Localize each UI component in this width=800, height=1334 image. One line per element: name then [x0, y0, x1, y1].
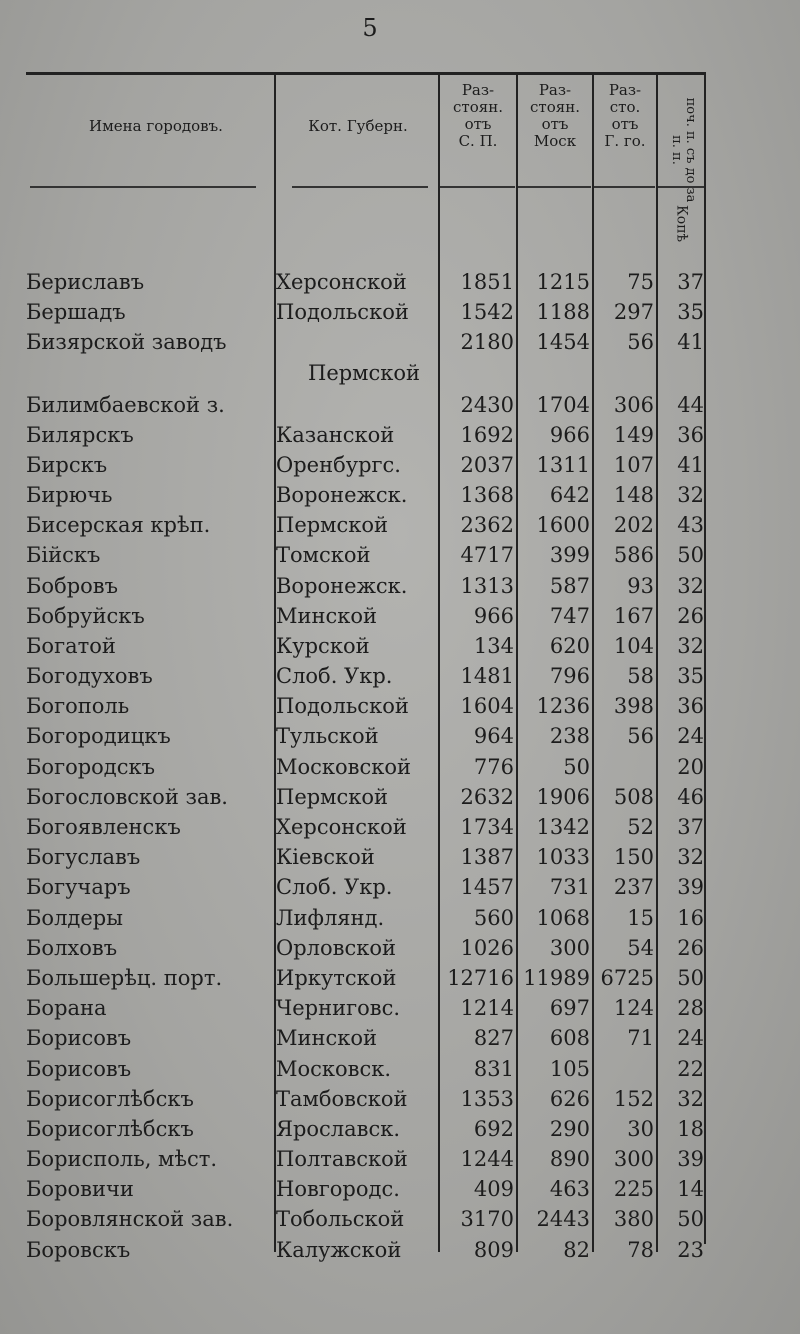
distance-gov-town-cell: 93	[627, 573, 654, 598]
table-row	[26, 661, 716, 691]
header-rule	[594, 186, 655, 188]
postage-kopecks-cell: 32	[677, 1086, 704, 1111]
table-row	[26, 1144, 716, 1174]
table-row	[26, 297, 716, 327]
city-name-cell: Билярскъ	[26, 422, 134, 447]
distance-moscow-cell: 1188	[536, 300, 590, 325]
table-row	[26, 812, 716, 842]
postage-kopecks-cell: 44	[677, 392, 704, 417]
distance-spb-cell: 827	[473, 1026, 514, 1051]
table-row	[26, 963, 716, 993]
distance-gov-town-cell: 58	[627, 664, 654, 689]
distance-spb-cell: 4717	[460, 543, 514, 568]
table-row	[26, 267, 716, 297]
distance-gov-town-cell: 56	[627, 724, 654, 749]
city-name-cell: Богородскъ	[26, 754, 155, 779]
gubernia-cell: Подольской	[276, 300, 409, 325]
table-row	[26, 1174, 716, 1204]
distance-spb-cell: 1851	[460, 270, 514, 294]
distance-spb-cell: 2430	[460, 392, 514, 417]
distance-moscow-cell: 620	[549, 633, 590, 658]
gubernia-cell: Орловской	[276, 935, 396, 960]
table-row	[26, 933, 716, 963]
gubernia-cell: Казанской	[276, 422, 395, 447]
gubernia-cell: Слоб. Укр.	[276, 875, 393, 900]
distance-moscow-cell: 1033	[536, 845, 590, 870]
distance-gov-town-cell: 75	[627, 270, 654, 294]
city-name-cell: Богополь	[26, 694, 130, 719]
distance-moscow-cell: 1236	[536, 694, 590, 719]
distance-gov-town-cell: 15	[627, 905, 654, 930]
table-row	[26, 1114, 716, 1144]
gubernia-cell: Тамбовской	[276, 1086, 408, 1111]
distance-moscow-cell: 747	[549, 603, 590, 628]
table-row	[26, 1023, 716, 1053]
postage-kopecks-cell: 50	[677, 543, 704, 568]
postage-kopecks-cell: 24	[677, 1026, 704, 1051]
distance-spb-cell: 1542	[460, 300, 514, 325]
table-row	[26, 1204, 716, 1234]
distance-gov-town-cell: 150	[613, 845, 654, 870]
distance-spb-cell: 1604	[460, 694, 514, 719]
table-row	[26, 691, 716, 721]
city-name-cell: Богословской зав.	[26, 784, 228, 809]
city-name-cell: Борисполь, мѣст.	[26, 1147, 218, 1172]
page-number: 5	[362, 14, 378, 42]
city-name-cell: Болховъ	[26, 935, 118, 960]
table-row	[26, 571, 716, 601]
city-name-cell: Билимбаевской з.	[26, 392, 225, 417]
distance-gov-town-cell: 30	[627, 1116, 654, 1141]
city-name-cell: Богородицкъ	[26, 724, 171, 749]
distance-spb-cell: 809	[473, 1237, 514, 1262]
distance-gov-town-cell: 6725	[600, 965, 654, 990]
distance-moscow-cell: 608	[549, 1026, 590, 1051]
table-row	[26, 327, 716, 357]
postage-kopecks-cell: 32	[677, 845, 704, 870]
gubernia-cell: Тобольской	[276, 1207, 405, 1232]
table-row	[26, 631, 716, 661]
distance-moscow-cell: 890	[549, 1147, 590, 1172]
distance-moscow-cell: 697	[549, 996, 590, 1021]
city-name-cell: Боровлянской зав.	[26, 1207, 234, 1232]
distance-spb-cell: 1214	[460, 996, 514, 1021]
distance-moscow-cell: 1215	[536, 270, 590, 294]
table-row	[26, 752, 716, 782]
table-row	[26, 510, 716, 540]
postage-kopecks-cell: 37	[677, 270, 704, 294]
distance-gov-town-cell: 149	[613, 422, 654, 447]
table-row	[26, 1054, 716, 1084]
city-name-cell: Богатой	[26, 633, 116, 658]
distance-moscow-cell: 300	[549, 935, 590, 960]
city-name-cell: Большерѣц. порт.	[26, 965, 223, 990]
postage-kopecks-cell: 18	[677, 1116, 704, 1141]
gubernia-cell: Курской	[276, 633, 370, 658]
gubernia-cell: Пермской	[308, 360, 421, 385]
postage-kopecks-cell: 32	[677, 633, 704, 658]
city-name-cell: Бериславъ	[26, 270, 145, 294]
distance-moscow-cell: 11989	[523, 965, 590, 990]
table-row	[26, 420, 716, 450]
distance-spb-cell: 1313	[460, 573, 514, 598]
distance-gov-town-cell: 225	[613, 1177, 654, 1202]
header-distance-spb: Раз- стоян. отъ С. П.	[453, 81, 503, 150]
table-row	[26, 450, 716, 480]
distance-moscow-cell: 1704	[536, 392, 590, 417]
gubernia-cell: Подольской	[276, 694, 409, 719]
header-rule	[292, 186, 428, 188]
city-name-cell: Бершадъ	[26, 300, 126, 325]
distance-spb-cell: 1387	[460, 845, 514, 870]
gubernia-cell: Воронежск.	[276, 573, 408, 598]
distance-spb-cell: 692	[473, 1116, 514, 1141]
gubernia-cell: Минской	[276, 1026, 378, 1051]
gubernia-cell: Пермской	[276, 513, 389, 538]
distance-moscow-cell: 1906	[536, 784, 590, 809]
gubernia-cell: Томской	[276, 543, 371, 568]
table-row	[26, 358, 716, 420]
distance-moscow-cell: 82	[563, 1237, 590, 1262]
city-name-cell: Бобруйскъ	[26, 603, 145, 628]
header-rule	[440, 186, 515, 188]
distance-gov-town-cell: 237	[613, 875, 654, 900]
table-row	[26, 601, 716, 631]
distance-gov-town-cell: 508	[613, 784, 654, 809]
table-row	[26, 782, 716, 812]
gubernia-cell: Полтавской	[276, 1147, 408, 1172]
postage-kopecks-cell: 43	[677, 513, 704, 538]
distance-moscow-cell: 642	[549, 482, 590, 507]
distance-moscow-cell: 105	[549, 1056, 590, 1081]
city-name-cell: Боровскъ	[26, 1237, 131, 1262]
distance-moscow-cell: 50	[563, 754, 590, 779]
postage-kopecks-cell: 20	[677, 754, 704, 779]
city-name-cell: Бирскъ	[26, 452, 108, 477]
distance-moscow-cell: 1311	[536, 452, 590, 477]
distance-gov-town-cell: 52	[627, 815, 654, 839]
distance-spb-cell: 560	[473, 905, 514, 930]
postage-kopecks-cell: 46	[677, 784, 704, 809]
postage-kopecks-cell: 26	[677, 935, 704, 960]
distance-moscow-cell: 1342	[536, 815, 590, 839]
gubernia-cell: Ярославск.	[276, 1116, 401, 1141]
gubernia-cell: Пермской	[276, 784, 389, 809]
gubernia-cell: Московской	[276, 754, 412, 779]
gubernia-cell: Новгородс.	[276, 1177, 400, 1202]
postage-kopecks-cell: 35	[677, 664, 704, 689]
gubernia-cell: Херсонской	[276, 815, 407, 839]
postage-kopecks-cell: 26	[677, 603, 704, 628]
header-distance-gov-town: Раз- сто. отъ Г. го.	[604, 81, 646, 150]
table-row	[26, 540, 716, 570]
header-rule	[518, 186, 591, 188]
table-row	[26, 903, 716, 933]
table-row	[26, 842, 716, 872]
gubernia-cell: Херсонской	[276, 270, 407, 294]
distance-moscow-cell: 626	[549, 1086, 590, 1111]
distance-gov-town-cell: 297	[613, 300, 654, 325]
postage-kopecks-cell: 32	[677, 573, 704, 598]
header-gubernia: Кот. Губерн.	[308, 117, 408, 135]
gubernia-cell: Минской	[276, 603, 378, 628]
postage-kopecks-cell: 39	[677, 875, 704, 900]
distance-spb-cell: 1692	[460, 422, 514, 447]
distance-spb-cell: 1026	[460, 935, 514, 960]
distance-gov-town-cell: 124	[613, 996, 654, 1021]
distance-spb-cell: 964	[473, 724, 514, 749]
postage-kopecks-cell: 36	[677, 694, 704, 719]
distance-spb-cell: 1244	[460, 1147, 514, 1172]
distance-gov-town-cell: 148	[613, 482, 654, 507]
postage-kopecks-cell: 36	[677, 422, 704, 447]
city-name-cell: Бизярской заводъ	[26, 330, 227, 355]
city-name-cell: Бирючь	[26, 482, 113, 507]
distance-spb-cell: 1481	[460, 664, 514, 689]
distance-gov-town-cell: 380	[613, 1207, 654, 1232]
postage-kopecks-cell: 16	[677, 905, 704, 930]
gubernia-cell: Кіевской	[276, 845, 375, 870]
distance-moscow-cell: 1068	[536, 905, 590, 930]
distance-gov-town-cell: 56	[627, 330, 654, 355]
city-name-cell: Боровичи	[26, 1177, 134, 1202]
table-row	[26, 480, 716, 510]
gubernia-cell: Черниговс.	[276, 996, 401, 1021]
distance-spb-cell: 2037	[460, 452, 514, 477]
city-name-cell: Бійскъ	[26, 543, 101, 568]
table-top-rule	[26, 72, 706, 75]
postage-kopecks-cell: 39	[677, 1147, 704, 1172]
postage-kopecks-cell: 41	[677, 452, 704, 477]
postage-kopecks-cell: 50	[677, 1207, 704, 1232]
distance-spb-cell: 409	[473, 1177, 514, 1202]
gubernia-cell: Лифлянд.	[276, 905, 385, 930]
distance-spb-cell: 1734	[460, 815, 514, 839]
table-row	[26, 872, 716, 902]
city-name-cell: Болдеры	[26, 905, 123, 930]
postage-kopecks-cell: 37	[677, 815, 704, 839]
distance-gov-town-cell: 167	[613, 603, 654, 628]
distance-spb-cell: 2632	[460, 784, 514, 809]
city-name-cell: Борисовъ	[26, 1026, 132, 1051]
gubernia-cell: Иркутской	[276, 965, 397, 990]
table-row	[26, 993, 716, 1023]
header-postage: поч. п. съ до за п. п.	[669, 97, 698, 203]
distance-moscow-cell: 2443	[536, 1207, 590, 1232]
header-kopecks: Копѣ	[673, 204, 690, 243]
postage-kopecks-cell: 32	[677, 482, 704, 507]
distance-spb-cell: 1457	[460, 875, 514, 900]
postage-kopecks-cell: 24	[677, 724, 704, 749]
distance-gov-town-cell: 54	[627, 935, 654, 960]
city-name-cell: Борана	[26, 996, 107, 1021]
table-row	[26, 1084, 716, 1114]
distance-spb-cell: 12716	[447, 965, 514, 990]
distance-moscow-cell: 796	[549, 664, 590, 689]
distance-spb-cell: 966	[473, 603, 514, 628]
table-row	[26, 1235, 716, 1265]
distance-gov-town-cell: 78	[627, 1237, 654, 1262]
city-name-cell: Борисоглѣбскъ	[26, 1086, 194, 1111]
gubernia-cell: Калужской	[276, 1237, 402, 1262]
distance-gov-town-cell: 71	[627, 1026, 654, 1051]
distance-spb-cell: 2180	[460, 330, 514, 355]
distance-moscow-cell: 1454	[536, 330, 590, 355]
distance-spb-cell: 776	[473, 754, 514, 779]
distance-gov-town-cell: 306	[613, 392, 654, 417]
distance-spb-cell: 1353	[460, 1086, 514, 1111]
distance-gov-town-cell: 152	[613, 1086, 654, 1111]
city-name-cell: Бобровъ	[26, 573, 118, 598]
gubernia-cell: Оренбургс.	[276, 452, 401, 477]
distance-gov-town-cell: 586	[613, 543, 654, 568]
distance-gov-town-cell: 300	[613, 1147, 654, 1172]
distance-spb-cell: 831	[473, 1056, 514, 1081]
distance-spb-cell: 3170	[460, 1207, 514, 1232]
distance-spb-cell: 1368	[460, 482, 514, 507]
distance-moscow-cell: 238	[549, 724, 590, 749]
gubernia-cell: Воронежск.	[276, 482, 408, 507]
gubernia-cell: Слоб. Укр.	[276, 664, 393, 689]
header-distance-moscow: Раз- стоян. отъ Моск	[530, 81, 580, 150]
distance-gov-town-cell: 107	[613, 452, 654, 477]
postage-kopecks-cell: 14	[677, 1177, 704, 1202]
city-name-cell: Бисерская крѣп.	[26, 513, 211, 538]
distance-moscow-cell: 290	[549, 1116, 590, 1141]
postage-kopecks-cell: 41	[677, 330, 704, 355]
city-name-cell: Богодуховъ	[26, 664, 153, 689]
table-row	[26, 721, 716, 751]
distance-moscow-cell: 399	[549, 543, 590, 568]
city-name-cell: Борисовъ	[26, 1056, 132, 1081]
postage-kopecks-cell: 23	[677, 1237, 704, 1262]
postage-kopecks-cell: 50	[677, 965, 704, 990]
header-city-name: Имена городовъ.	[89, 117, 223, 135]
city-name-cell: Богоявленскъ	[26, 815, 181, 839]
header-rule	[30, 186, 256, 188]
gubernia-cell: Московск.	[276, 1056, 392, 1081]
distance-moscow-cell: 587	[549, 573, 590, 598]
distance-gov-town-cell: 202	[613, 513, 654, 538]
gubernia-cell: Тульской	[276, 724, 379, 749]
postage-kopecks-cell: 35	[677, 300, 704, 325]
postage-kopecks-cell: 28	[677, 996, 704, 1021]
distance-gov-town-cell: 104	[613, 633, 654, 658]
distance-spb-cell: 2362	[460, 513, 514, 538]
city-name-cell: Богучаръ	[26, 875, 131, 900]
table-body	[26, 267, 716, 1265]
distance-spb-cell: 134	[473, 633, 514, 658]
distance-moscow-cell: 966	[549, 422, 590, 447]
distance-gov-town-cell: 398	[613, 694, 654, 719]
distance-moscow-cell: 731	[549, 875, 590, 900]
distance-moscow-cell: 1600	[536, 513, 590, 538]
city-name-cell: Борисоглѣбскъ	[26, 1116, 194, 1141]
distance-moscow-cell: 463	[549, 1177, 590, 1202]
city-name-cell: Богуславъ	[26, 845, 141, 870]
postage-kopecks-cell: 22	[677, 1056, 704, 1081]
